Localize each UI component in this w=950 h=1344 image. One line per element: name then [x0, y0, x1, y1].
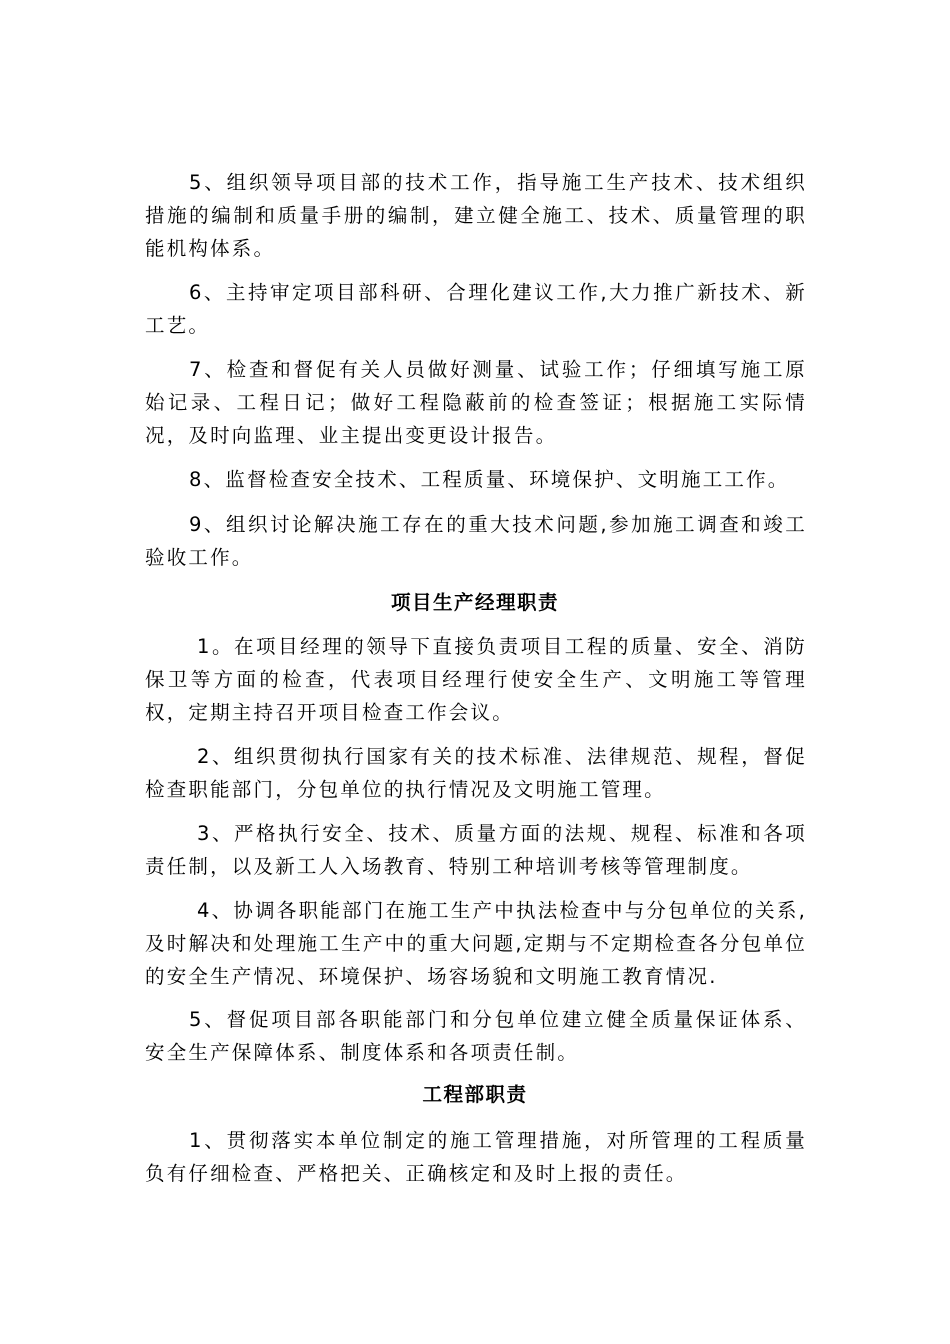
paragraph-a7: 7、检查和督促有关人员做好测量、试验工作；仔细填写施工原始记录、工程日记；做好工程隐蔽前的检查签证；根据施工实际情况，及时向监理、业主提出变更设计报告。: [145, 358, 807, 447]
section-heading-production-manager: 项目生产经理职责: [390, 591, 559, 614]
paragraph-c1: 1、贯彻落实本单位制定的施工管理措施，对所管理的工程质量负有仔细检查、严格把关、正确核定和及时上报的责任。: [145, 1129, 807, 1185]
paragraph-a9: 9、组织讨论解决施工存在的重大技术问题,参加施工调查和竣工验收工作。: [145, 513, 807, 569]
paragraph-b3: 3、严格执行安全、技术、质量方面的法规、规程、标准和各项责任制，以及新工人入场教育、特别工种培训考核等管理制度。: [145, 822, 807, 878]
paragraph-b5: 5、督促项目部各职能部门和分包单位建立健全质量保证体系、安全生产保障体系、制度体系和各项责任制。: [145, 1008, 807, 1064]
section-heading-engineering-department: 工程部职责: [422, 1083, 528, 1106]
paragraph-a6: 6、主持审定项目部科研、合理化建议工作,大力推广新技术、新工艺。: [145, 281, 807, 337]
paragraph-a8: 8、监督检查安全技术、工程质量、环境保护、文明施工工作。: [189, 468, 790, 491]
paragraph-a5: 5、组织领导项目部的技术工作，指导施工生产技术、技术组织措施的编制和质量手册的编制，建立健全施工、技术、质量管理的职能机构体系。: [145, 171, 807, 260]
paragraph-b2: 2、组织贯彻执行国家有关的技术标准、法律规范、规程，督促检查职能部门，分包单位的执行情况及文明施工管理。: [145, 745, 807, 801]
paragraph-b4: 4、协调各职能部门在施工生产中执法检查中与分包单位的关系,及时解决和处理施工生产中的重大问题,定期与不定期检查各分包单位的安全生产情况、环境保护、场容场貌和文明施工教育情况.: [145, 899, 807, 988]
paragraph-b1: 1。在项目经理的领导下直接负责项目工程的质量、安全、消防保卫等方面的检查，代表项目经理行使安全生产、文明施工等管理权，定期主持召开项目检查工作会议。: [145, 635, 807, 724]
